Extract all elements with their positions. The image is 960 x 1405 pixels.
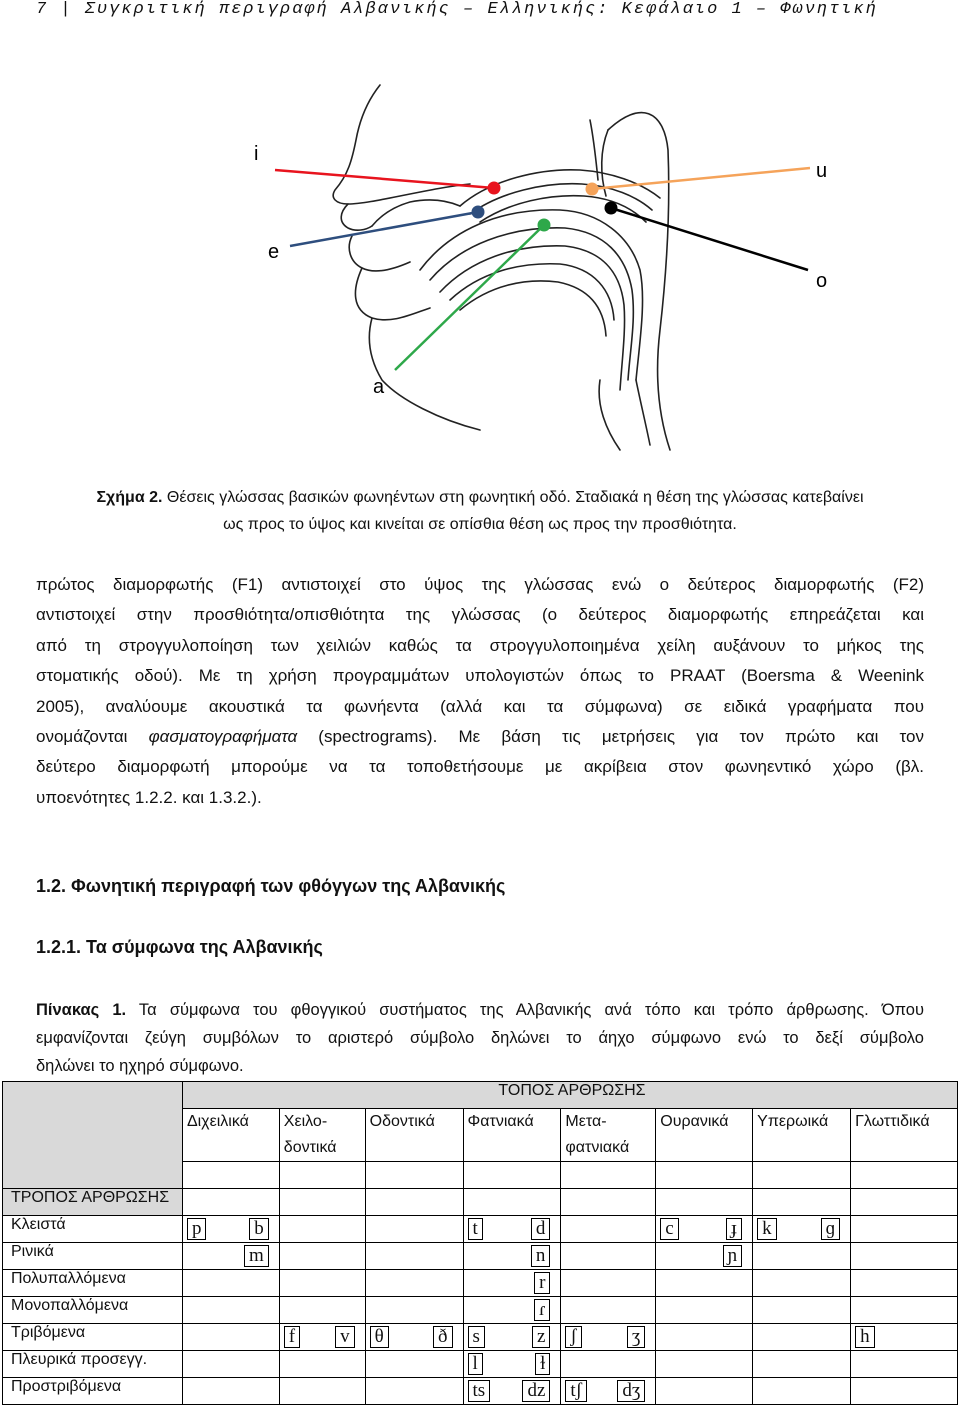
vowel-a-point	[538, 219, 551, 232]
place-name-line: Φατνιακά	[467, 1113, 534, 1130]
consonant-cell	[182, 1297, 279, 1324]
consonant-cell	[561, 1297, 656, 1324]
consonant-symbol: s	[468, 1326, 485, 1348]
paragraph-line: 2005), αναλύουμε ακουστικά τα φωνήεντα (αλλά και τα σύμφωνα) σε ειδικά γραφήματα που	[36, 696, 924, 716]
consonant-cell	[851, 1324, 958, 1351]
manner-row	[3, 1216, 958, 1243]
consonant-cell	[463, 1324, 561, 1351]
table-caption	[36, 996, 924, 1080]
manner-label: Πολυπαλλόμενα	[3, 1270, 183, 1297]
empty-cell	[365, 1189, 463, 1216]
consonant-symbol: ʒ	[627, 1326, 645, 1348]
empty-cell	[656, 1162, 753, 1189]
consonant-cell	[279, 1351, 365, 1378]
consonant-cell	[753, 1324, 851, 1351]
place-header-row	[3, 1082, 958, 1109]
consonant-pair	[468, 1243, 561, 1267]
place-name	[182, 1109, 279, 1162]
consonant-cell	[182, 1324, 279, 1351]
place-name	[463, 1109, 561, 1162]
consonant-pair	[187, 1243, 279, 1267]
consonant-cell	[279, 1216, 365, 1243]
vocal-tract-figure	[0, 0, 960, 470]
manner-row	[3, 1297, 958, 1324]
consonant-cell	[365, 1270, 463, 1297]
empty-cell	[182, 1189, 279, 1216]
place-name	[656, 1109, 753, 1162]
empty-cell	[463, 1162, 561, 1189]
consonant-cell	[182, 1216, 279, 1243]
consonant-cell	[561, 1270, 656, 1297]
consonant-symbol: k	[757, 1218, 777, 1240]
consonant-cell	[463, 1216, 561, 1243]
place-name-line: Υπερωικά	[757, 1113, 829, 1130]
empty-cell	[279, 1189, 365, 1216]
empty-cell	[365, 1162, 463, 1189]
consonant-cell	[561, 1378, 656, 1405]
consonant-cell	[656, 1270, 753, 1297]
consonant-cell	[463, 1297, 561, 1324]
consonant-cell	[753, 1216, 851, 1243]
body-paragraph	[36, 570, 924, 813]
consonant-symbol: b	[249, 1218, 269, 1240]
running-header: 7 | Συγκριτική περιγραφή Αλβανικής – Ελληνικής: Κεφάλαιο 1 – Φωνητική	[36, 0, 878, 19]
paragraph-line: δεύτερο διαμορφωτή μπορούμε να τα τοποθετήσουμε με ακρίβεια στον φωνηεντικό χώρο (βλ.	[36, 757, 924, 777]
consonant-cell	[753, 1297, 851, 1324]
table-caption-text: Τα σύμφωνα του φθογγικού συστήματος της Αλβανικής ανά τόπο και τρόπο άρθρωσης. Όπου	[126, 1001, 924, 1019]
place-name-line: Μετα-	[565, 1113, 607, 1130]
consonant-symbol: t	[468, 1218, 483, 1240]
consonant-pair	[565, 1378, 655, 1402]
consonant-cell	[365, 1243, 463, 1270]
caption-line1: Θέσεις γλώσσας βασικών φωνηέντων στη φωνητική οδό. Σταδιακά η θέση της γλώσσας κατεβαίνει	[162, 489, 864, 506]
consonant-cell	[365, 1297, 463, 1324]
consonant-cell	[561, 1324, 656, 1351]
place-name-line: φατνιακά	[565, 1139, 630, 1156]
consonant-cell	[463, 1270, 561, 1297]
manner-header-row	[3, 1189, 958, 1216]
vowel-label-i: i	[254, 143, 259, 165]
consonant-symbol: dʒ	[617, 1380, 645, 1402]
vowel-label-u: u	[816, 160, 828, 182]
consonant-pair	[660, 1216, 752, 1240]
consonant-cell	[182, 1270, 279, 1297]
empty-cell	[753, 1189, 851, 1216]
consonant-symbol: n	[531, 1245, 551, 1267]
manner-label: Ρινικά	[3, 1243, 183, 1270]
paragraph-line: από τη στρογγυλοποίηση των χειλιών καθώς τα στρογγυλοποιημένα χείλη αυξάνουν το μήκος της	[36, 635, 924, 655]
consonant-cell	[182, 1243, 279, 1270]
consonant-symbol: r	[534, 1272, 550, 1294]
consonant-symbol: tʃ	[565, 1380, 587, 1402]
consonant-cell	[851, 1297, 958, 1324]
consonant-pair	[757, 1216, 850, 1240]
paragraph-term: φασματογραφήματα	[148, 727, 298, 747]
empty-cell	[851, 1189, 958, 1216]
empty-cell	[851, 1162, 958, 1189]
consonant-symbol: ɟ	[726, 1218, 742, 1240]
consonant-cell	[463, 1351, 561, 1378]
consonant-cell	[365, 1216, 463, 1243]
place-name-line: Γλωττιδικά	[855, 1113, 930, 1130]
consonant-cell	[656, 1297, 753, 1324]
place-header: ΤΟΠΟΣ ΑΡΘΡΩΣΗΣ	[182, 1082, 957, 1109]
consonant-cell	[561, 1243, 656, 1270]
consonant-symbol: h	[855, 1326, 875, 1348]
consonant-pair	[370, 1324, 463, 1348]
consonant-cell	[182, 1378, 279, 1405]
figure-caption	[0, 484, 960, 538]
consonant-cell	[463, 1378, 561, 1405]
place-name	[561, 1109, 656, 1162]
consonant-symbol: ɾ	[534, 1299, 550, 1321]
consonant-symbol: v	[335, 1326, 355, 1348]
consonant-symbol: ɡ	[821, 1218, 841, 1240]
manner-label: Τριβόμενα	[3, 1324, 183, 1351]
manner-label: Πλευρικά προσεγγ.	[3, 1351, 183, 1378]
consonant-cell	[851, 1378, 958, 1405]
consonant-pair	[468, 1297, 561, 1321]
consonant-cell	[279, 1324, 365, 1351]
manner-row	[3, 1324, 958, 1351]
consonant-cell	[851, 1351, 958, 1378]
consonant-symbol: m	[244, 1245, 269, 1267]
consonant-cell	[656, 1378, 753, 1405]
consonant-cell	[753, 1378, 851, 1405]
consonant-symbol: ts	[468, 1380, 491, 1402]
empty-cell	[561, 1189, 656, 1216]
place-name	[851, 1109, 958, 1162]
paragraph-line: υποενότητες 1.2.2. και 1.3.2.).	[36, 787, 262, 807]
vowel-e-point	[472, 206, 485, 219]
consonant-cell	[365, 1324, 463, 1351]
place-name	[753, 1109, 851, 1162]
manner-row	[3, 1243, 958, 1270]
consonant-cell	[656, 1351, 753, 1378]
manner-row	[3, 1270, 958, 1297]
consonant-symbol: c	[660, 1218, 678, 1240]
consonant-pair	[565, 1324, 655, 1348]
consonant-cell	[561, 1216, 656, 1243]
manner-label: Προστριβόμενα	[3, 1378, 183, 1405]
corner-cell	[3, 1082, 183, 1189]
vowel-o-point	[605, 202, 618, 215]
consonant-cell	[279, 1378, 365, 1405]
consonant-table	[2, 1081, 958, 1405]
vowel-i-point	[488, 182, 501, 195]
consonant-symbol: d	[531, 1218, 551, 1240]
empty-cell	[279, 1162, 365, 1189]
empty-cell	[656, 1189, 753, 1216]
place-name-line: Οδοντικά	[369, 1113, 435, 1130]
consonant-pair	[284, 1324, 365, 1348]
consonant-cell	[182, 1351, 279, 1378]
consonant-symbol: z	[532, 1326, 550, 1348]
manner-header: ΤΡΟΠΟΣ ΑΡΘΡΩΣΗΣ	[3, 1189, 183, 1216]
consonant-symbol: θ	[370, 1326, 389, 1348]
consonant-pair	[468, 1270, 561, 1294]
manner-row	[3, 1351, 958, 1378]
consonant-cell	[656, 1324, 753, 1351]
consonant-symbol: ʃ	[565, 1326, 581, 1348]
caption-label: Σχήμα 2.	[96, 489, 163, 506]
consonant-pair	[660, 1243, 752, 1267]
consonant-cell	[656, 1243, 753, 1270]
consonant-cell	[656, 1216, 753, 1243]
consonant-pair	[855, 1324, 957, 1348]
vowel-label-a: a	[373, 376, 385, 398]
consonant-cell	[753, 1351, 851, 1378]
place-name-line: Διχειλικά	[186, 1113, 249, 1130]
empty-cell	[561, 1162, 656, 1189]
place-name-line: δοντικά	[283, 1139, 337, 1156]
paragraph-text: (spectrograms). Με βάση τις μετρήσεις για τον πρώτο και τον	[297, 727, 924, 747]
table-caption-line: εμφανίζονται ζεύγη συμβόλων το αριστερό σύμβολο δηλώνει το άηχο σύμφωνο ενώ το δεξί σύμβολο	[36, 1029, 924, 1047]
empty-cell	[463, 1189, 561, 1216]
consonant-cell	[561, 1351, 656, 1378]
consonant-cell	[279, 1243, 365, 1270]
consonant-cell	[279, 1297, 365, 1324]
consonant-cell	[279, 1270, 365, 1297]
consonant-symbol: ɲ	[723, 1245, 743, 1267]
vowel-u-point	[586, 183, 599, 196]
consonant-cell	[463, 1243, 561, 1270]
consonant-symbol: f	[284, 1326, 300, 1348]
paragraph-line: αντιστοιχεί στην προσθιότητα/οπισθιότητα της γλώσσας (ο δεύτερος διαμορφωτής επηρεάζεται και	[36, 605, 924, 625]
consonant-cell	[851, 1243, 958, 1270]
consonant-symbol: l	[468, 1353, 483, 1375]
paragraph-line	[36, 722, 924, 752]
empty-cell	[753, 1162, 851, 1189]
consonant-pair	[468, 1351, 561, 1375]
table-caption-line: δηλώνει το ηχηρό σύμφωνο.	[36, 1057, 244, 1075]
caption-line2: ως προς το ύψος και κινείται σε οπίσθια θέση ως προς την προσθιότητα.	[223, 516, 737, 533]
manner-label: Κλειστά	[3, 1216, 183, 1243]
consonant-pair	[468, 1378, 561, 1402]
place-name	[279, 1109, 365, 1162]
consonant-symbol: ɫ	[535, 1353, 550, 1375]
place-name-line: Ουρανικά	[660, 1113, 729, 1130]
place-name-line: Χειλο-	[283, 1113, 328, 1130]
manner-label: Μονοπαλλόμενα	[3, 1297, 183, 1324]
consonant-symbol: ð	[433, 1326, 453, 1348]
paragraph-line: στοματικής οδού). Με τη χρήση προγραμμάτων υπολογιστών όπως το PRAAT (Boersma & Weenink	[36, 666, 924, 686]
consonant-cell	[365, 1351, 463, 1378]
paragraph-text: ονομάζονται	[36, 727, 149, 747]
consonant-cell	[753, 1243, 851, 1270]
manner-row	[3, 1378, 958, 1405]
consonant-pair	[187, 1216, 279, 1240]
empty-cell	[182, 1162, 279, 1189]
consonant-cell	[753, 1270, 851, 1297]
vowel-label-e: e	[268, 241, 280, 263]
consonant-pair	[468, 1216, 561, 1240]
consonant-cell	[851, 1216, 958, 1243]
consonant-cell	[851, 1270, 958, 1297]
consonant-symbol: p	[187, 1218, 207, 1240]
consonant-symbol: dz	[522, 1380, 550, 1402]
consonant-pair	[468, 1324, 561, 1348]
subsection-title: 1.2.1. Τα σύμφωνα της Αλβανικής	[36, 937, 323, 957]
section-title: 1.2. Φωνητική περιγραφή των φθόγγων της Αλβανικής	[36, 876, 506, 896]
place-name	[365, 1109, 463, 1162]
consonant-cell	[365, 1378, 463, 1405]
paragraph-line: πρώτος διαμορφωτής (F1) αντιστοιχεί στο ύψος της γλώσσας ενώ ο δεύτερος διαμορφωτής (F2)	[36, 575, 924, 594]
vowel-label-o: o	[816, 270, 828, 292]
table-caption-label: Πίνακας 1.	[36, 1001, 127, 1019]
